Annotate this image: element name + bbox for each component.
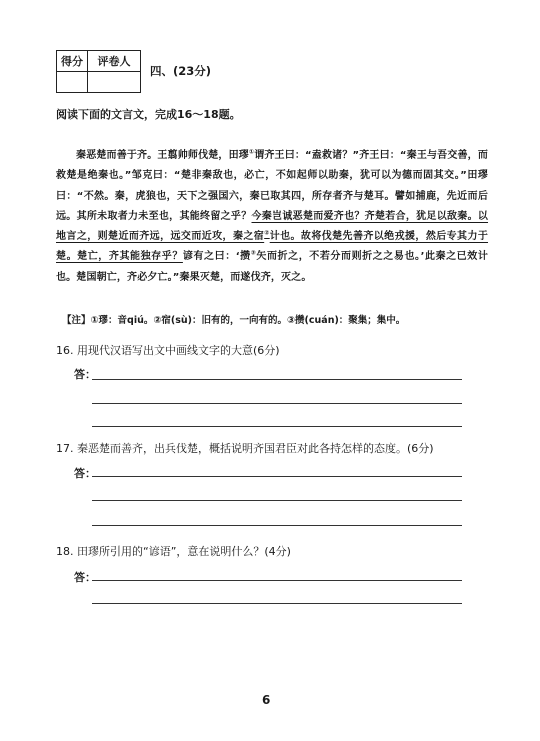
- grader-cell[interactable]: [88, 72, 141, 93]
- answer-line[interactable]: [92, 379, 462, 380]
- answer-line[interactable]: [92, 426, 462, 427]
- footnote-marker-3: ③: [250, 250, 257, 258]
- answer-label-18: 答：: [74, 571, 96, 584]
- passage-part-1: 秦恶楚而善于齐。王翦帅师伐楚，田璆: [76, 150, 249, 161]
- answer-line[interactable]: [92, 580, 462, 581]
- classical-passage: [56, 146, 488, 288]
- score-table: [56, 50, 141, 93]
- answer-line[interactable]: [92, 603, 462, 604]
- annotation-note: 【注】①璆：音qiú。②宿(sù)：旧有的，一向有的。③攒(cuán)：聚集；集中。: [62, 315, 406, 326]
- question-16: 16. 用现代汉语写出文中画线文字的大意(6分): [56, 344, 280, 357]
- passage-part-2: 谓齐王曰：“盍救诸？”齐王曰：“秦王与吾交善，而救楚是绝秦也。”邹克曰：“楚非秦敌也，必亡，不如起师以助秦，犹可以为德而固其交。”田璆曰：“不然。秦，虎狼也，天下之强国六，秦已取其四，所存者齐与楚耳。譬如捕鹿，先近而后远。其所未取者力未至也，其能终留之乎？: [56, 150, 488, 222]
- answer-label-17: 答：: [74, 467, 96, 480]
- passage-part-3: 谚有之曰：‘攒: [182, 251, 251, 263]
- answer-line[interactable]: [92, 403, 462, 404]
- underlined-sentence-1: 今秦岂诚恶楚而爱齐也？齐楚若合，犹足以敌秦。以地言之，则楚近而齐远，远交而近攻，秦之宿: [56, 210, 489, 243]
- page-number: 6: [262, 693, 271, 707]
- section-heading: 四、(23分): [150, 64, 212, 78]
- passage-part-4: 矢而折之，不若分而则折之之易也。’此秦之已效计也。楚国朝亡，齐必夕亡。”秦果灭楚，而遂伐齐，灭之。: [56, 251, 488, 283]
- underlined-sentence-2: 计也。故将伐楚先善齐以绝戎援，然后专其力于楚。楚亡，齐其能独存乎？: [56, 231, 489, 263]
- answer-line[interactable]: [92, 500, 462, 501]
- answer-line[interactable]: [92, 525, 462, 526]
- instruction-text: 阅读下面的文言文，完成16～18题。: [56, 108, 241, 121]
- footnote-marker-1: ①: [248, 148, 255, 156]
- question-17: 17. 秦恶楚而善齐，出兵伐楚，概括说明齐国君臣对此各持怎样的态度。(6分): [56, 442, 434, 455]
- answer-line[interactable]: [92, 476, 462, 477]
- footnote-marker-2: ②: [264, 229, 270, 237]
- question-18: 18. 田璆所引用的“谚语”，意在说明什么？(4分): [56, 545, 291, 558]
- score-label: 得分: [57, 51, 88, 72]
- answer-label-16: 答：: [74, 368, 96, 381]
- score-cell[interactable]: [57, 72, 88, 93]
- grader-label: 评卷人: [88, 51, 141, 72]
